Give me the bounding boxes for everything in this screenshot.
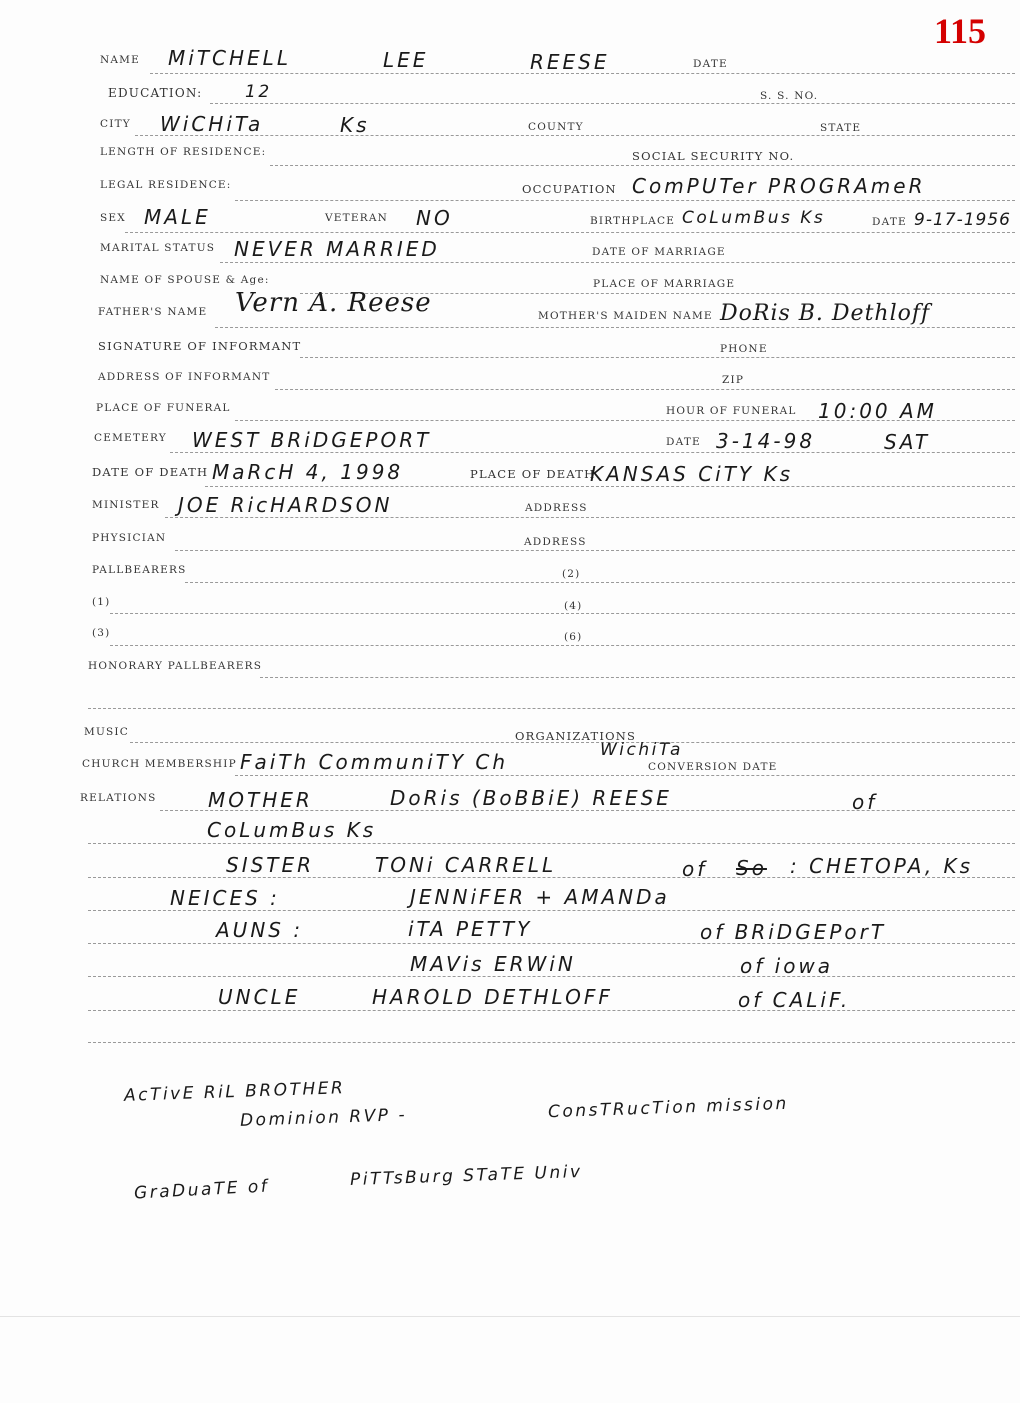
city-entry: WiCHiTa — [160, 112, 264, 136]
pallbearers-line — [185, 582, 1015, 583]
mother-entry: DoRis B. Dethloff — [720, 301, 931, 326]
note-line-2b: ConsTRucTion mission — [547, 1093, 790, 1123]
ssno-label: S. S. NO. — [760, 90, 819, 102]
pallbearer-row2-line — [110, 645, 1015, 646]
marital-status-entry: NEVER MARRIED — [234, 237, 440, 261]
music-line — [130, 742, 1015, 743]
place-of-marriage-label: PLACE OF MARRIAGE — [593, 278, 736, 290]
veteran-label: VETERAN — [325, 212, 388, 224]
honorary-line-2 — [88, 708, 1015, 709]
address-informant-label: ADDRESS OF INFORMANT — [98, 371, 271, 383]
birth-date-label: DATE — [872, 216, 907, 228]
relation-sister-name: TONi CARRELL — [375, 853, 557, 877]
address-informant-line — [275, 389, 1015, 390]
relation-aunt-1-place: of BRiDGEPorT — [700, 920, 887, 944]
parents-line — [215, 327, 1015, 328]
veteran-entry: NO — [416, 206, 453, 230]
church-line — [235, 775, 1015, 776]
sex-label: SEX — [100, 212, 126, 224]
marital-line — [220, 262, 1015, 263]
relation-sister-of: of — [682, 857, 708, 881]
funeral-line — [235, 420, 1015, 421]
occupation-label: OCCUPATION — [522, 182, 617, 196]
ssn-label: SOCIAL SECURITY NO. — [632, 149, 795, 163]
relation-mother-place: CoLumBus Ks — [207, 818, 377, 842]
note-line-1: AcTivE RiL BROTHER — [123, 1078, 346, 1106]
date-of-marriage-label: DATE OF MARRIAGE — [592, 246, 726, 258]
minister-label: MINISTER — [92, 499, 160, 511]
conversion-label: CONVERSION DATE — [648, 761, 778, 773]
hour-funeral-entry: 10:00 AM — [818, 399, 937, 423]
church-label: CHURCH MEMBERSHIP — [82, 758, 237, 770]
date-death-entry: MaRcH 4, 1998 — [212, 460, 404, 484]
pallbearer-2-label: (2) — [562, 568, 581, 580]
relation-nieces-names: JENNiFER + AMANDa — [410, 885, 670, 909]
zip-label: ZIP — [722, 374, 745, 386]
relation-aunt-2-name: MAVis ERWiN — [410, 952, 576, 976]
relations-line-4 — [88, 910, 1015, 911]
cemetery-label: CEMETERY — [94, 432, 167, 444]
relation-aunts-role: AUNS : — [216, 918, 304, 942]
signature-line — [300, 357, 1015, 358]
city-state-entry: Ks — [340, 113, 370, 137]
relation-nieces-role: NEICES : — [170, 886, 280, 910]
place-death-entry: KANSAS CiTY Ks — [590, 462, 794, 486]
music-label: MUSIC — [84, 726, 129, 738]
physician-line — [175, 550, 1015, 551]
sex-line — [125, 232, 1015, 233]
relations-line-3 — [88, 877, 1015, 878]
place-funeral-label: PLACE OF FUNERAL — [96, 402, 231, 414]
relations-label: RELATIONS — [80, 792, 157, 804]
city-label: CITY — [100, 118, 131, 130]
relations-line-7 — [88, 1010, 1015, 1011]
last-name-entry: REESE — [530, 50, 610, 74]
name-line — [150, 73, 1015, 74]
honorary-label: HONORARY PALLBEARERS — [88, 660, 263, 672]
legal-residence-label: LEGAL RESIDENCE: — [100, 179, 232, 191]
birth-date-entry: 9-17-1956 — [914, 210, 1011, 230]
county-label: COUNTY — [528, 121, 584, 133]
relations-line-6 — [88, 976, 1015, 977]
city-line — [135, 135, 1015, 136]
relation-uncle-role: UNCLE — [218, 985, 301, 1009]
relation-uncle-name: HAROLD DETHLOFF — [372, 985, 613, 1009]
relation-sister-place: : CHETOPA, Ks — [790, 854, 974, 878]
phone-label: PHONE — [720, 343, 768, 355]
cemetery-line — [170, 452, 1015, 453]
note-line-3b: PiTTsBurg STaTE Univ — [349, 1161, 583, 1191]
pallbearers-label: PALLBEARERS — [92, 564, 187, 576]
note-line-2a: Dominion RVP - — [239, 1105, 408, 1131]
pallbearer-3-label: (3) — [92, 627, 111, 639]
father-entry: Vern A. Reese — [235, 288, 432, 318]
death-line — [205, 486, 1015, 487]
relation-uncle-place: of CALiF. — [738, 988, 851, 1012]
relation-aunt-2-place: of iowa — [740, 954, 834, 978]
residence-line — [270, 165, 1015, 166]
father-label: FATHER'S NAME — [98, 306, 208, 318]
page-bottom-edge — [0, 1316, 1020, 1317]
minister-entry: JOE RicHARDSON — [178, 493, 393, 517]
spouse-label: NAME OF SPOUSE & Age: — [100, 274, 270, 286]
cemetery-entry: WEST BRiDGEPORT — [192, 428, 432, 452]
relation-sister-role: SISTER — [226, 853, 315, 877]
cemetery-day-entry: SAT — [884, 430, 931, 454]
relation-sister-strikeout: So — [736, 856, 767, 880]
relations-line-5 — [88, 943, 1015, 944]
hour-funeral-label: HOUR OF FUNERAL — [666, 405, 797, 417]
physician-address-label: ADDRESS — [524, 536, 587, 548]
signature-label: SIGNATURE OF INFORMANT — [98, 339, 302, 353]
pallbearer-row1-line — [110, 613, 1015, 614]
date-label: DATE — [693, 58, 728, 70]
education-entry: 12 — [245, 82, 272, 102]
church-city-entry: WichiTa — [600, 740, 683, 760]
occupation-line — [235, 200, 1015, 201]
first-name-entry: MiTCHELL — [168, 46, 291, 70]
minister-line — [165, 517, 1015, 518]
education-line — [210, 103, 1015, 104]
relation-mother-role: MOTHER — [208, 788, 313, 812]
honorary-line — [260, 677, 1015, 678]
length-residence-label: LENGTH OF RESIDENCE: — [100, 146, 267, 158]
physician-label: PHYSICIAN — [92, 532, 167, 544]
organizations-label: ORGANIZATIONS — [515, 729, 637, 743]
pallbearer-4-label: (4) — [564, 600, 583, 612]
education-label: EDUCATION: — [108, 86, 203, 100]
page-number: 115 — [933, 11, 986, 51]
birthplace-label: BIRTHPLACE — [590, 215, 676, 227]
mother-label: MOTHER'S MAIDEN NAME — [538, 310, 713, 322]
occupation-entry: ComPUTer PROGRAmeR — [632, 174, 926, 198]
relations-line-2 — [88, 843, 1015, 844]
note-line-3a: GraDuaTE of — [133, 1176, 270, 1204]
church-entry: FaiTh CommuniTY Ch — [240, 750, 509, 774]
pallbearer-1-label: (1) — [92, 596, 111, 608]
birthplace-entry: CoLumBus Ks — [682, 208, 826, 228]
sex-entry: MALE — [144, 205, 211, 229]
name-label: NAME — [100, 54, 140, 66]
relation-mother-of: of — [852, 790, 878, 814]
relation-mother-name: DoRis (BoBBiE) REESE — [390, 786, 672, 810]
place-death-label: PLACE OF DEATH — [470, 467, 596, 481]
relations-line-8 — [88, 1042, 1015, 1043]
marital-status-label: MARITAL STATUS — [100, 242, 216, 254]
relation-aunt-1-name: iTA PETTY — [408, 917, 533, 941]
minister-address-label: ADDRESS — [525, 502, 588, 514]
relations-line-1 — [160, 810, 1015, 811]
pallbearer-6-label: (6) — [564, 631, 583, 643]
cemetery-date-label: DATE — [666, 436, 701, 448]
cemetery-date-entry: 3-14-98 — [716, 429, 816, 453]
middle-name-entry: LEE — [383, 48, 429, 72]
state-label: STATE — [820, 122, 862, 134]
date-death-label: DATE OF DEATH — [92, 465, 209, 479]
